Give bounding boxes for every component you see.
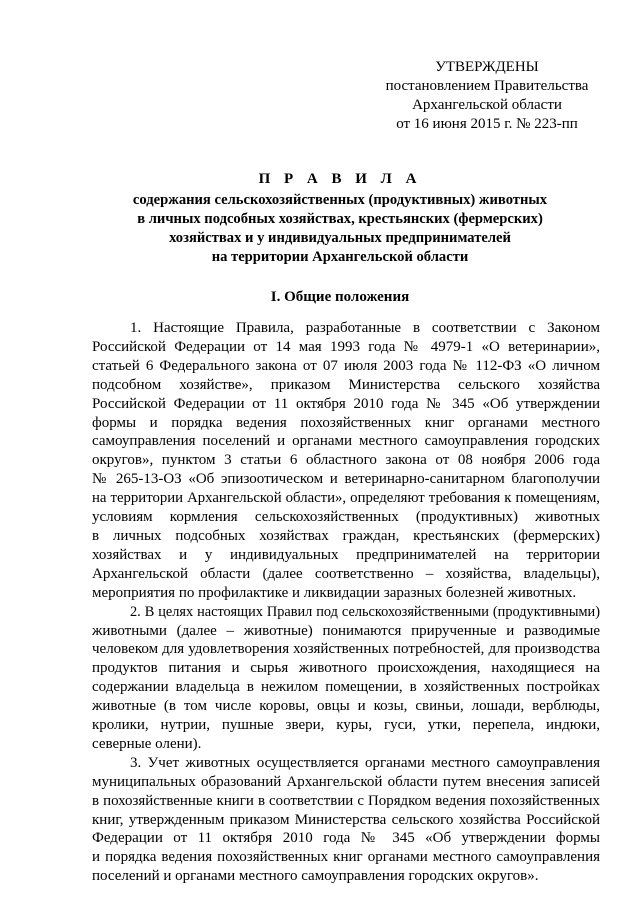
paragraph-line: хозяйствах и у индивидуальных предпринимателей на территории — [92, 546, 600, 563]
paragraph-line: и порядка ведения похозяйственных книг органами местного самоуправления — [92, 849, 600, 866]
paragraph-line: в похозяйственные книги в соответствии с Порядком ведения похозяйственных — [92, 792, 600, 809]
paragraph-line: мероприятия по профилактике и ликвидации заразных болезней животных. — [92, 584, 577, 601]
paragraph-line: 3. Учет животных осуществляется органами местного самоуправления — [130, 754, 600, 771]
paragraph-line: Федерации от 11 октября 2010 года № 345 «Об утверждении формы — [92, 830, 600, 847]
paragraph-line: 1. Настоящие Правила, разработанные в соответствии с Законом — [130, 320, 600, 336]
document-subtitle-line: содержания сельскохозяйственных (продуктивных) животных — [132, 192, 548, 208]
paragraph-line: № 265-13-ОЗ «Об эпизоотическом и ветеринарно-санитарном благополучии — [92, 471, 600, 488]
paragraph-line: в личных подсобных хозяйствах граждан, крестьянских (фермерских) — [92, 527, 600, 544]
section-heading: I. Общие положения — [270, 289, 410, 305]
paragraph-line: содержании владельца в нежилом помещении, в хозяйственных постройках — [92, 679, 600, 696]
paragraph-line: Российской Федерации от 14 мая 1993 года № 4979-1 «О ветеринарии», — [92, 338, 600, 355]
approval-stamp — [362, 58, 612, 134]
paragraph-line: муниципальных образований Архангельской области путем внесения записей — [92, 773, 600, 790]
paragraph-line: кролики, нутрии, пушные звери, куры, гуси, утки, перепела, индюки, — [92, 717, 600, 734]
paragraph-line: 2. В целях настоящих Правил под сельскохозяйственными (продуктивными) — [130, 603, 600, 620]
document-subtitle-line: на территории Архангельской области — [211, 249, 469, 265]
paragraph-line: Российской Федерации от 11 октября 2010 года № 345 «Об утверждении — [92, 395, 600, 412]
approval-resolution-line: постановлением Правительства — [385, 78, 589, 94]
paragraph-line: книг, утвержденным приказом Министерства сельского хозяйства Российской — [92, 811, 600, 828]
paragraph-line: условиям кормления сельскохозяйственных (продуктивных) животных — [92, 509, 600, 526]
approval-authority-line: Архангельской области — [412, 97, 562, 113]
paragraph-line: продуктов питания и сырья животного происхождения, находящиеся на — [92, 660, 600, 677]
document-subtitle-line: в личных подсобных хозяйствах, крестьянских (фермерских) — [137, 211, 543, 227]
paragraph-line: подсобном хозяйстве», приказом Министерства сельского хозяйства — [92, 376, 600, 393]
document-title-main: П Р А В И Л А — [258, 171, 422, 187]
paragraph-line: животными (далее – животные) понимаются прирученные и разводимые — [92, 622, 600, 639]
paragraph-3 — [92, 754, 600, 886]
paragraph-line: животные (в том числе коровы, овцы и козы, свиньи, лошади, верблюды, — [92, 698, 600, 715]
paragraph-line: самоуправления поселений и органами местного самоуправления городских — [92, 433, 600, 450]
document-subtitle-line: хозяйствах и у индивидуальных предпринимателей — [169, 230, 511, 246]
paragraph-2 — [92, 603, 600, 754]
paragraph-line: поселений и органами местного самоуправления городских округов». — [92, 868, 539, 885]
approval-title: УТВЕРЖДЕНЫ — [435, 59, 539, 75]
paragraph-line: округов», пунктом 3 статьи 6 областного закона от 08 ноября 2006 года — [92, 452, 600, 469]
paragraph-line: человеком для удовлетворения хозяйственных потребностей, для производства — [92, 641, 600, 658]
paragraph-line: северные олени). — [92, 735, 202, 752]
document-body — [92, 319, 600, 886]
paragraph-line: Архангельской области (далее соответственно – хозяйства, владельцы), — [92, 565, 600, 582]
paragraph-line: формы и порядка ведения похозяйственных книг органами местного — [92, 414, 600, 431]
approval-date-number: от 16 июня 2015 г. № 223-пп — [396, 116, 578, 132]
paragraph-line: статьей 6 Федерального закона от 07 июля 2003 года № 112-ФЗ «О личном — [92, 357, 600, 374]
paragraph-line: на территории Архангельской области», определяют требования к помещениям, — [92, 490, 600, 507]
document-title — [60, 170, 620, 267]
paragraph-1 — [92, 319, 600, 603]
